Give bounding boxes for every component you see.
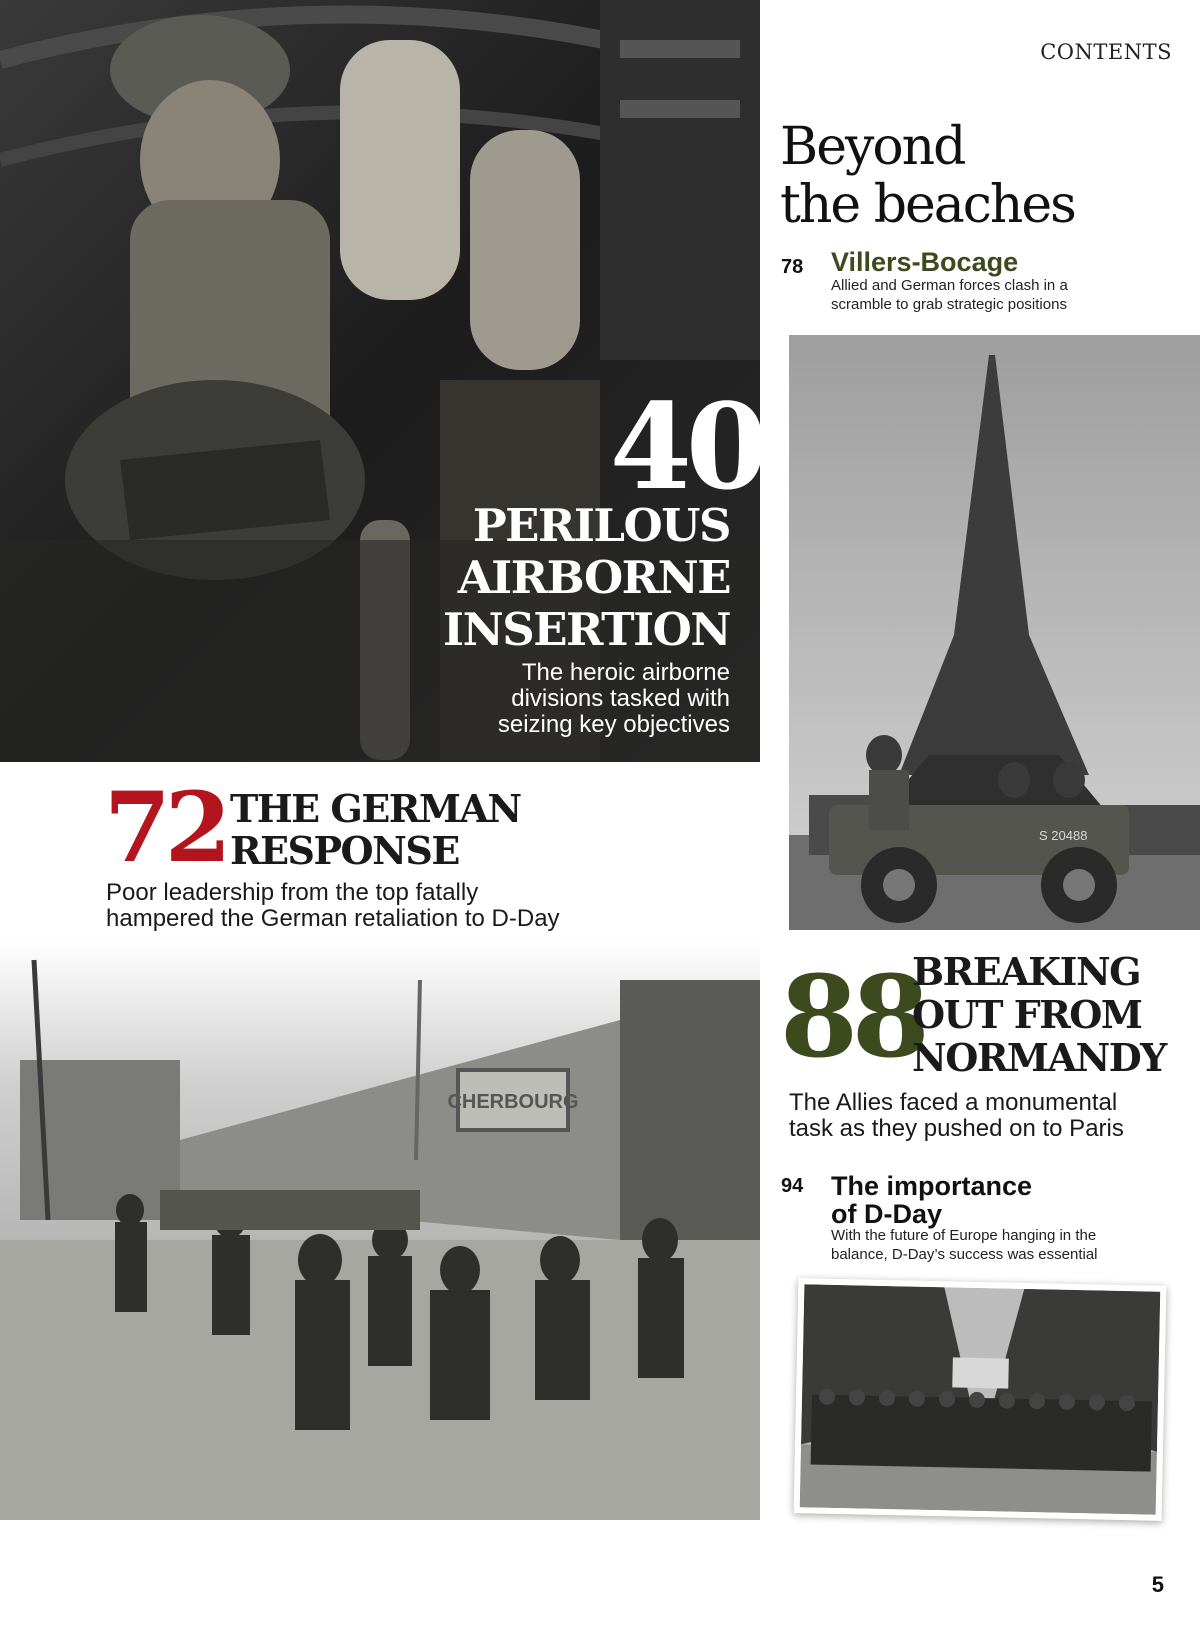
title-line: OUT FROM xyxy=(912,992,1142,1037)
entry-description xyxy=(831,1226,1161,1264)
desc-line: The Allies faced a monumental xyxy=(789,1089,1118,1116)
title-line: NORMANDY xyxy=(912,1035,1166,1080)
contents-header: CONTENTS xyxy=(1040,40,1172,64)
desc-line: The heroic airborne xyxy=(521,659,730,686)
section-title-line: Beyond xyxy=(780,117,965,177)
title-line: The importance xyxy=(831,1171,1033,1201)
title-line: BREAKING xyxy=(912,949,1141,994)
entry-title-importance-of-d-day[interactable] xyxy=(831,1172,1032,1228)
feature-description-german xyxy=(106,880,606,932)
entry-description xyxy=(831,276,1131,314)
desc-line: divisions tasked with xyxy=(511,685,730,712)
desc-line: With the future of Europe hanging in the xyxy=(831,1227,1097,1244)
title-line: PERILOUS xyxy=(472,499,730,552)
feature-page-number-breaking: 88 xyxy=(780,952,924,1083)
desc-line: balance, D-Day’s success was essential xyxy=(831,1246,1098,1263)
title-line: RESPONSE xyxy=(230,828,459,873)
feature-title-breaking[interactable] xyxy=(912,950,1200,1079)
desc-line: hampered the German retaliation to D-Day xyxy=(106,905,560,932)
title-line: INSERTION xyxy=(443,603,730,656)
desc-line: task as they pushed on to Paris xyxy=(789,1115,1124,1142)
feature-description-breaking xyxy=(789,1090,1189,1142)
section-title-line: the beaches xyxy=(780,175,1075,235)
title-line: of D-Day xyxy=(831,1199,943,1229)
feature-title-german[interactable] xyxy=(230,788,550,872)
feature-page-number-airborne: 40 xyxy=(609,377,762,516)
title-line: AIRBORNE xyxy=(457,551,730,604)
desc-line: Poor leadership from the top fatally xyxy=(106,879,479,906)
entry-page-number: 78 xyxy=(781,256,804,278)
cherbourg-sign: CHERBOURG xyxy=(447,1091,579,1113)
eiffel-tower-photo xyxy=(789,335,1200,930)
cherbourg-prisoners-photo xyxy=(0,940,760,1520)
jeep-number: S 20488 xyxy=(1039,828,1088,843)
entry-page-number: 94 xyxy=(781,1175,804,1197)
entry-title-villers-bocage[interactable]: Villers-Bocage xyxy=(831,247,1019,277)
feature-page-number-german: 72 xyxy=(104,771,226,884)
desc-line: Allied and German forces clash in a xyxy=(831,277,1068,294)
desc-line: scramble to grab strategic positions xyxy=(831,296,1067,313)
desc-line: seizing key objectives xyxy=(497,711,730,738)
feature-title-airborne[interactable] xyxy=(370,500,730,656)
title-line: THE GERMAN xyxy=(230,786,521,831)
paris-parade-photo xyxy=(794,1278,1167,1521)
section-title xyxy=(780,118,1180,234)
feature-description-airborne xyxy=(410,660,730,738)
page-number: 5 xyxy=(1151,1572,1164,1597)
